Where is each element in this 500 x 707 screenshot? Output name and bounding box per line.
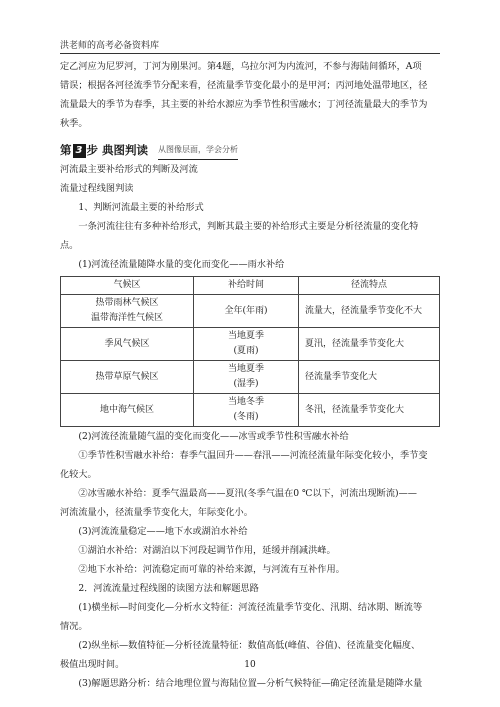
paragraph-line: 点。 — [60, 240, 79, 251]
body-line: 河流流量小，径流量季节变化大，年际变化小。 — [60, 507, 253, 518]
table-header-cell: 气候区 — [61, 277, 194, 295]
time-cell — [194, 361, 299, 394]
region-text: 热带雨林气候区 — [95, 298, 159, 308]
body-line: (1)横坐标—时间变化—分析水文特征：河流径流量季节变化、汛期、结冰期、断流等 — [78, 602, 423, 613]
time-text: 当地夏季 — [227, 364, 264, 374]
region-cell: 热带草原气候区 — [61, 361, 194, 394]
header-rule — [60, 53, 440, 54]
feature-cell: 流量大，径流量季节变化不大 — [299, 295, 440, 328]
supply-table — [60, 276, 440, 427]
intro-line: 定乙河应为尼罗河，丁河为刚果河。第4题，乌拉尔河为内流河，不参与海陆间循环，A项 — [60, 61, 422, 72]
step-prefix: 第 — [60, 143, 72, 157]
body-line: ②地下水补给：河流稳定而可靠的补给来源，与河流有互补作用。 — [78, 564, 345, 575]
time-text: (夏雨) — [233, 346, 259, 356]
step-suffix: 步 — [86, 143, 98, 157]
time-cell — [194, 328, 299, 361]
heading-2: 2．河流流量过程线图的读图方法和解题思路 — [78, 583, 259, 594]
step-subtitle: 从图像层面，学会分析 — [158, 140, 238, 160]
body-line: 极值出现时间。 — [60, 659, 125, 670]
body-line: (3)解题思路分析：结合地理位置与海陆位置—分析气候特征—确定径流量是随降水量 — [78, 678, 423, 689]
time-text: 当地夏季 — [227, 331, 264, 341]
feature-cell: 冬汛，径流量季节变化大 — [299, 394, 440, 427]
time-cell: 全年(年雨) — [194, 295, 299, 328]
feature-cell: 径流量季节变化大 — [299, 361, 440, 394]
step-number-badge: 3 — [73, 144, 86, 158]
body-line: 化较大。 — [60, 469, 97, 480]
body-line: (3)河流流量稳定——地下水或湖泊水补给 — [78, 526, 248, 537]
body-line: 情况。 — [60, 621, 88, 632]
body-line: ①季节性积雪融水补给：春季气温回升——春汛——河流径流量年际变化较小，季节变 — [78, 450, 428, 461]
step-name: 典图判读 — [102, 143, 148, 157]
time-cell — [194, 394, 299, 427]
table-row — [61, 394, 440, 427]
heading-1: 1、判断河流最主要的补给形式 — [78, 202, 204, 213]
body-line: (2)河流径流量随气温的变化而变化——冰雪或季节性积雪融水补给 — [78, 431, 349, 442]
intro-line: 错误；根据各河径流季节分配来看，径流量季节变化最小的是甲河；丙河地处温带地区，径 — [60, 80, 428, 91]
table-header-cell: 径流特点 — [299, 277, 440, 295]
table-row — [61, 328, 440, 361]
time-text: (冬雨) — [233, 412, 259, 422]
section-title: 河流最主要补给形式的判断及河流 — [60, 164, 198, 175]
body-line: ①湖泊水补给：对湖泊以下河段起调节作用，延缓并削减洪峰。 — [78, 545, 336, 556]
table-row — [61, 295, 440, 328]
body-line: (2)纵坐标—数值特征—分析径流量特征：数值高低(峰值、谷值)、径流量变化幅度、 — [78, 640, 421, 651]
page-number: 10 — [244, 660, 256, 670]
region-text: 温带海洋性气候区 — [90, 313, 163, 323]
intro-line: 流量最大的季节为春季，其主要的补给水源应为季节性积雪融水；丁河径流量最大的季节为 — [60, 99, 428, 110]
region-cell: 季风气候区 — [61, 328, 194, 361]
step-heading — [60, 136, 440, 160]
step-title — [60, 141, 148, 160]
document-body — [60, 57, 440, 693]
feature-cell: 夏汛，径流量季节变化大 — [299, 328, 440, 361]
table-header-cell: 补给时间 — [194, 277, 299, 295]
subheading: (1)河流径流量随降水量的变化而变化——雨水补给 — [78, 259, 285, 270]
time-text: 当地冬季 — [227, 397, 264, 407]
page-header: 洪老师的高考必备资料库 — [60, 41, 160, 51]
table-row — [61, 361, 440, 394]
region-cell: 地中海气候区 — [61, 394, 194, 427]
table-header-row — [61, 277, 440, 295]
time-text: (湿季) — [233, 379, 259, 389]
body-line: ②冰雪融水补给：夏季气温最高——夏汛(冬季气温在0 ℃以下，河流出现断流)—— — [78, 488, 417, 499]
region-cell — [61, 295, 194, 328]
intro-line: 秋季。 — [60, 118, 88, 129]
section-title: 流量过程线图判读 — [60, 183, 134, 194]
paragraph-line: 一条河流往往有多种补给形式，判断其最主要的补给形式主要是分析径流量的变化特 — [78, 221, 419, 232]
